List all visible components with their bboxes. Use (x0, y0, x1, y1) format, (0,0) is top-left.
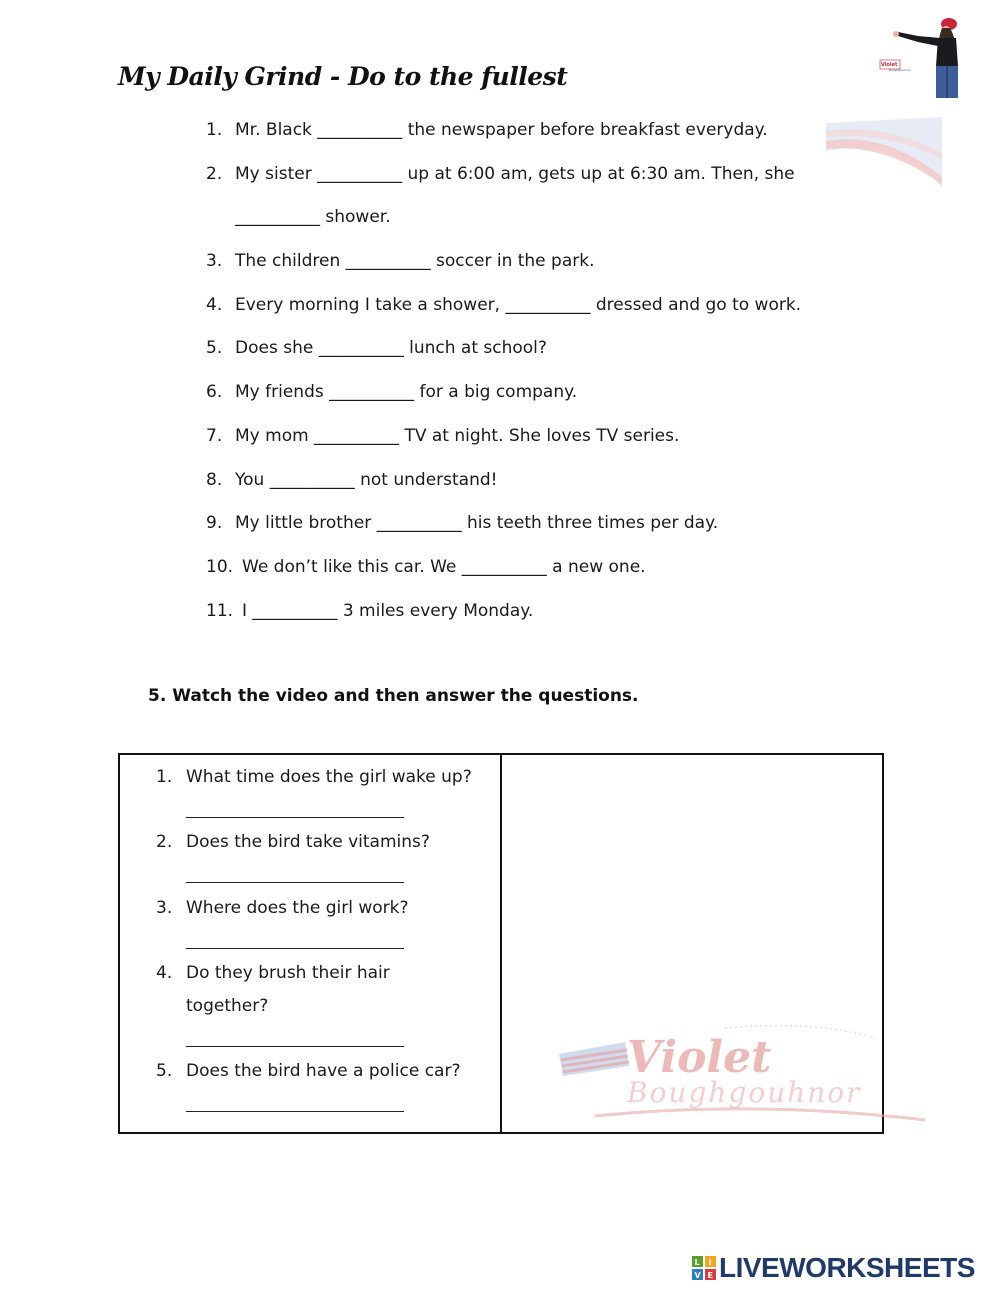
question-item (156, 761, 496, 794)
liveworksheets-badge-icon (692, 1256, 716, 1280)
question-item-continuation (156, 990, 496, 1023)
item-text: Every morning I take a shower, __________ dressed and go to work. (235, 294, 802, 315)
list-item (206, 509, 906, 553)
svg-text:Boughgouhnor: Boughgouhnor (889, 68, 912, 72)
list-item (206, 422, 906, 466)
svg-text:I: I (708, 1258, 712, 1267)
list-item (206, 466, 906, 510)
item-text: We don’t like this car. We __________ a new one. (242, 556, 646, 577)
liveworksheets-logo (692, 1252, 975, 1284)
item-text: The children __________ soccer in the park. (235, 251, 595, 272)
item-text: You __________ not understand! (235, 469, 498, 490)
list-item-continuation (206, 203, 906, 247)
list-item (206, 334, 906, 378)
worksheet-title: My Daily Grind - Do to the fullest (118, 62, 568, 91)
question-number: 3. (156, 898, 173, 918)
question-text: What time does the girl wake up? (186, 767, 472, 787)
list-item (206, 553, 906, 597)
violet-watermark-icon (555, 1020, 930, 1132)
item-number: 10. (206, 556, 234, 577)
svg-text:E: E (707, 1271, 713, 1280)
fill-in-exercise-list (206, 116, 906, 640)
question-item (156, 892, 496, 925)
question-number: 2. (156, 832, 173, 852)
question-item (156, 826, 496, 859)
question-text: Does the bird have a police car? (186, 1061, 461, 1081)
question-text: together? (186, 996, 269, 1016)
item-text: My friends __________ for a big company. (235, 382, 578, 403)
item-text: Mr. Black __________ the newspaper before breakfast everyday. (235, 120, 768, 140)
answer-line[interactable] (186, 882, 404, 883)
item-text: My little brother __________ his teeth three times per day. (235, 513, 719, 534)
watermark-line1: Violet (627, 1032, 772, 1083)
item-number: 5. (206, 338, 223, 359)
answer-line[interactable] (186, 1111, 404, 1112)
item-text: Does she __________ lunch at school? (235, 338, 547, 359)
item-number: 6. (206, 382, 223, 403)
svg-text:L: L (694, 1258, 700, 1267)
item-number: 7. (206, 425, 223, 446)
item-text: __________ shower. (235, 207, 391, 228)
section-heading: 5. Watch the video and then answer the questions. (148, 686, 639, 706)
list-item (206, 597, 906, 641)
answer-line[interactable] (186, 1046, 404, 1047)
item-number: 9. (206, 513, 223, 534)
item-number: 11. (206, 600, 234, 621)
list-item (206, 378, 906, 422)
item-number: 4. (206, 294, 223, 315)
svg-text:V: V (694, 1271, 701, 1280)
question-number: 4. (156, 963, 173, 983)
item-number: 1. (206, 120, 223, 140)
question-number: 5. (156, 1061, 173, 1081)
item-number: 2. (206, 163, 223, 184)
watermark-line2: Boughgouhnor (627, 1076, 862, 1109)
svg-text:Violet: Violet (881, 62, 898, 68)
item-number: 3. (206, 251, 223, 272)
item-text: My sister __________ up at 6:00 am, gets up at 6:30 am. Then, she (235, 163, 795, 184)
teacher-logo-icon (878, 14, 960, 102)
item-number: 8. (206, 469, 223, 490)
question-text: Where does the girl work? (186, 898, 409, 918)
questions-column (120, 755, 502, 1132)
question-text: Do they brush their hair (186, 963, 390, 983)
question-item (156, 957, 496, 990)
question-text: Does the bird take vitamins? (186, 832, 430, 852)
item-text: I __________ 3 miles every Monday. (242, 600, 534, 621)
answer-line[interactable] (186, 817, 404, 818)
question-number: 1. (156, 767, 173, 787)
item-text: My mom __________ TV at night. She loves TV series. (235, 425, 680, 446)
liveworksheets-brand-text: LIVEWORKSHEETS (719, 1252, 975, 1283)
question-item (156, 1055, 496, 1088)
list-item (206, 291, 906, 335)
list-item (206, 116, 906, 160)
list-item (206, 160, 906, 204)
list-item (206, 247, 906, 291)
answer-line[interactable] (186, 948, 404, 949)
